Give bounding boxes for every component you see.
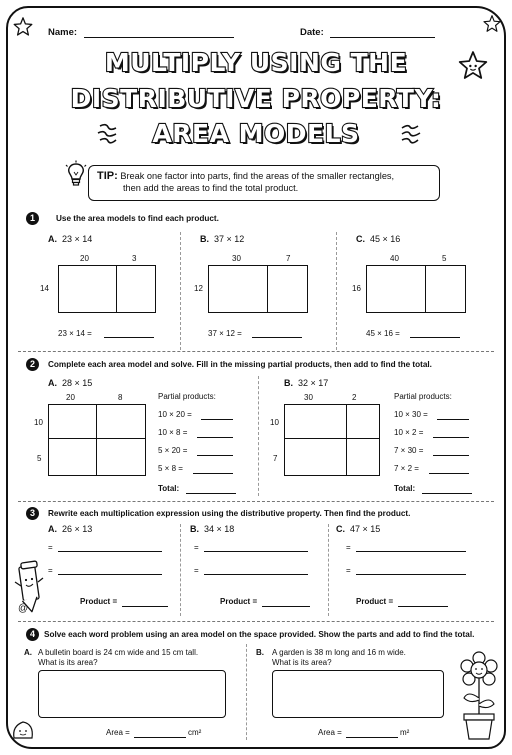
top-dim-a: 30: [232, 254, 241, 263]
date-label: Date:: [300, 27, 324, 38]
partial-product: 5 × 8 =: [158, 464, 183, 473]
top-dim-a: 20: [66, 393, 75, 402]
area-model-divider: [116, 265, 117, 313]
partial-product: 10 × 30 =: [394, 410, 428, 419]
answer-label: 37 × 12 =: [208, 329, 242, 338]
partial-answer-line[interactable]: [193, 473, 233, 474]
section-4-instruction: Solve each word problem using an area model on the space provided. Show the parts and add to find the total.: [44, 630, 475, 639]
tip-text-2: then add the areas to find the total product.: [123, 183, 299, 193]
work-area[interactable]: [272, 670, 444, 718]
rewrite-line[interactable]: [356, 551, 466, 552]
product-label: Product =: [80, 597, 118, 606]
top-dim-b: 5: [442, 254, 447, 263]
area-model[interactable]: [284, 404, 380, 476]
top-dim-a: 20: [80, 254, 89, 263]
partial-product: 7 × 2 =: [394, 464, 419, 473]
partial-answer-line[interactable]: [433, 437, 469, 438]
total-label: Total:: [394, 484, 416, 493]
partial-answer-line[interactable]: [197, 455, 233, 456]
rewrite-line[interactable]: [58, 574, 162, 575]
equals-sign: =: [194, 543, 199, 552]
top-dim-a: 40: [390, 254, 399, 263]
partial-products-label: Partial products:: [394, 392, 452, 401]
swirl-left-icon: [96, 122, 126, 144]
area-model[interactable]: [208, 265, 308, 313]
problem-4b-line1: A garden is 38 m long and 16 m wide.: [272, 648, 406, 657]
area-unit: m²: [400, 728, 410, 737]
section-4-number: 4: [26, 628, 39, 641]
section-separator: [18, 621, 494, 622]
title-line-2: DISTRIBUTIVE PROPERTY:: [70, 84, 442, 113]
total-answer-line[interactable]: [186, 493, 236, 494]
rewrite-line[interactable]: [58, 551, 162, 552]
total-label: Total:: [158, 484, 180, 493]
section-3-number: 3: [26, 507, 39, 520]
partial-answer-line[interactable]: [433, 455, 469, 456]
answer-line[interactable]: [410, 337, 460, 338]
top-dim-b: 2: [352, 393, 357, 402]
partial-product: 10 × 8 =: [158, 428, 188, 437]
partial-product: 10 × 20 =: [158, 410, 192, 419]
problem-1a-label: A. 23 × 14: [48, 234, 93, 244]
swirl-right-icon: [392, 122, 422, 144]
swirl-doodle-icon: @: [18, 603, 29, 614]
area-label: Area =: [106, 728, 130, 737]
product-line[interactable]: [262, 606, 310, 607]
partial-product: 10 × 2 =: [394, 428, 424, 437]
partial-answer-line[interactable]: [437, 419, 469, 420]
section-2-instruction: Complete each area model and solve. Fill in the missing partial products, then add to find the total.: [48, 360, 432, 369]
star-icon: [482, 14, 502, 34]
area-model-divider: [284, 438, 380, 439]
total-answer-line[interactable]: [422, 493, 472, 494]
section-2-number: 2: [26, 358, 39, 371]
equals-sign: =: [346, 566, 351, 575]
star-icon: [12, 16, 34, 38]
side-dim: 14: [40, 284, 49, 293]
area-model[interactable]: [366, 265, 466, 313]
problem-2b-label: B. 32 × 17: [284, 378, 329, 388]
area-answer-line[interactable]: [346, 737, 398, 738]
side-dim-b: 5: [37, 454, 42, 463]
flower-pot-icon: [456, 650, 502, 742]
lightbulb-icon: [64, 160, 88, 190]
top-dim-b: 8: [118, 393, 123, 402]
equals-sign: =: [48, 566, 53, 575]
rewrite-line[interactable]: [356, 574, 466, 575]
problem-4a-letter: A.: [24, 648, 32, 657]
area-model-divider: [96, 404, 97, 476]
section-1-number: 1: [26, 212, 39, 225]
side-dim-a: 10: [34, 418, 43, 427]
tip-label: TIP:: [97, 170, 118, 182]
problem-1c-label: C. 45 × 16: [356, 234, 401, 244]
title-line-3: AREA MODELS: [152, 119, 360, 148]
smiley-blob-icon: [10, 716, 36, 742]
equals-sign: =: [194, 566, 199, 575]
top-dim-b: 3: [132, 254, 137, 263]
problem-4b-line2: What is its area?: [272, 658, 332, 667]
answer-line[interactable]: [252, 337, 302, 338]
name-field[interactable]: [84, 37, 234, 38]
section-separator: [18, 501, 494, 502]
section-separator: [18, 351, 494, 352]
answer-label: 23 × 14 =: [58, 329, 92, 338]
rewrite-line[interactable]: [204, 574, 308, 575]
answer-label: 45 × 16 =: [366, 329, 400, 338]
partial-product: 7 × 30 =: [394, 446, 424, 455]
problem-3c-label: C. 47 × 15: [336, 524, 381, 534]
name-label: Name:: [48, 27, 78, 38]
side-dim: 12: [194, 284, 203, 293]
title-line-1: MULTIPLY USING THE: [104, 48, 408, 77]
partial-products-label: Partial products:: [158, 392, 216, 401]
side-dim-b: 7: [273, 454, 278, 463]
product-line[interactable]: [398, 606, 448, 607]
tip-box: [88, 165, 440, 201]
area-model[interactable]: [48, 404, 146, 476]
area-unit: cm²: [188, 728, 202, 737]
problem-2a-label: A. 28 × 15: [48, 378, 93, 388]
equals-sign: =: [346, 543, 351, 552]
area-answer-line[interactable]: [134, 737, 186, 738]
product-line[interactable]: [122, 606, 168, 607]
divider: [246, 644, 247, 740]
divider: [258, 376, 259, 496]
area-model-divider: [48, 438, 146, 439]
divider: [336, 232, 337, 350]
work-area[interactable]: [38, 670, 226, 718]
top-dim-b: 7: [286, 254, 291, 263]
problem-3a-label: A. 26 × 13: [48, 524, 93, 534]
partial-product: 5 × 20 =: [158, 446, 188, 455]
divider: [180, 524, 181, 616]
answer-line[interactable]: [104, 337, 154, 338]
divider: [180, 232, 181, 350]
area-model-divider: [425, 265, 426, 313]
rewrite-line[interactable]: [204, 551, 308, 552]
problem-4a-line2: What is its area?: [38, 658, 98, 667]
section-1-instruction: Use the area models to find each product.: [56, 214, 219, 223]
tip-text-1: Break one factor into parts, find the areas of the smaller rectangles,: [120, 171, 395, 181]
partial-answer-line[interactable]: [197, 437, 233, 438]
problem-4b-letter: B.: [256, 648, 264, 657]
problem-3b-label: B. 34 × 18: [190, 524, 235, 534]
product-label: Product =: [356, 597, 394, 606]
area-label: Area =: [318, 728, 342, 737]
product-label: Product =: [220, 597, 258, 606]
side-dim: 16: [352, 284, 361, 293]
partial-answer-line[interactable]: [201, 419, 233, 420]
section-3-instruction: Rewrite each multiplication expression using the distributive property. Then find the product.: [48, 509, 411, 518]
area-model-divider: [267, 265, 268, 313]
problem-1b-label: B. 37 × 12: [200, 234, 245, 244]
area-model[interactable]: [58, 265, 156, 313]
divider: [328, 524, 329, 616]
area-model-divider: [346, 404, 347, 476]
date-field[interactable]: [330, 37, 435, 38]
problem-4a-line1: A bulletin board is 24 cm wide and 15 cm tall.: [38, 648, 199, 657]
partial-answer-line[interactable]: [429, 473, 469, 474]
side-dim-a: 10: [270, 418, 279, 427]
top-dim-a: 30: [304, 393, 313, 402]
equals-sign: =: [48, 543, 53, 552]
